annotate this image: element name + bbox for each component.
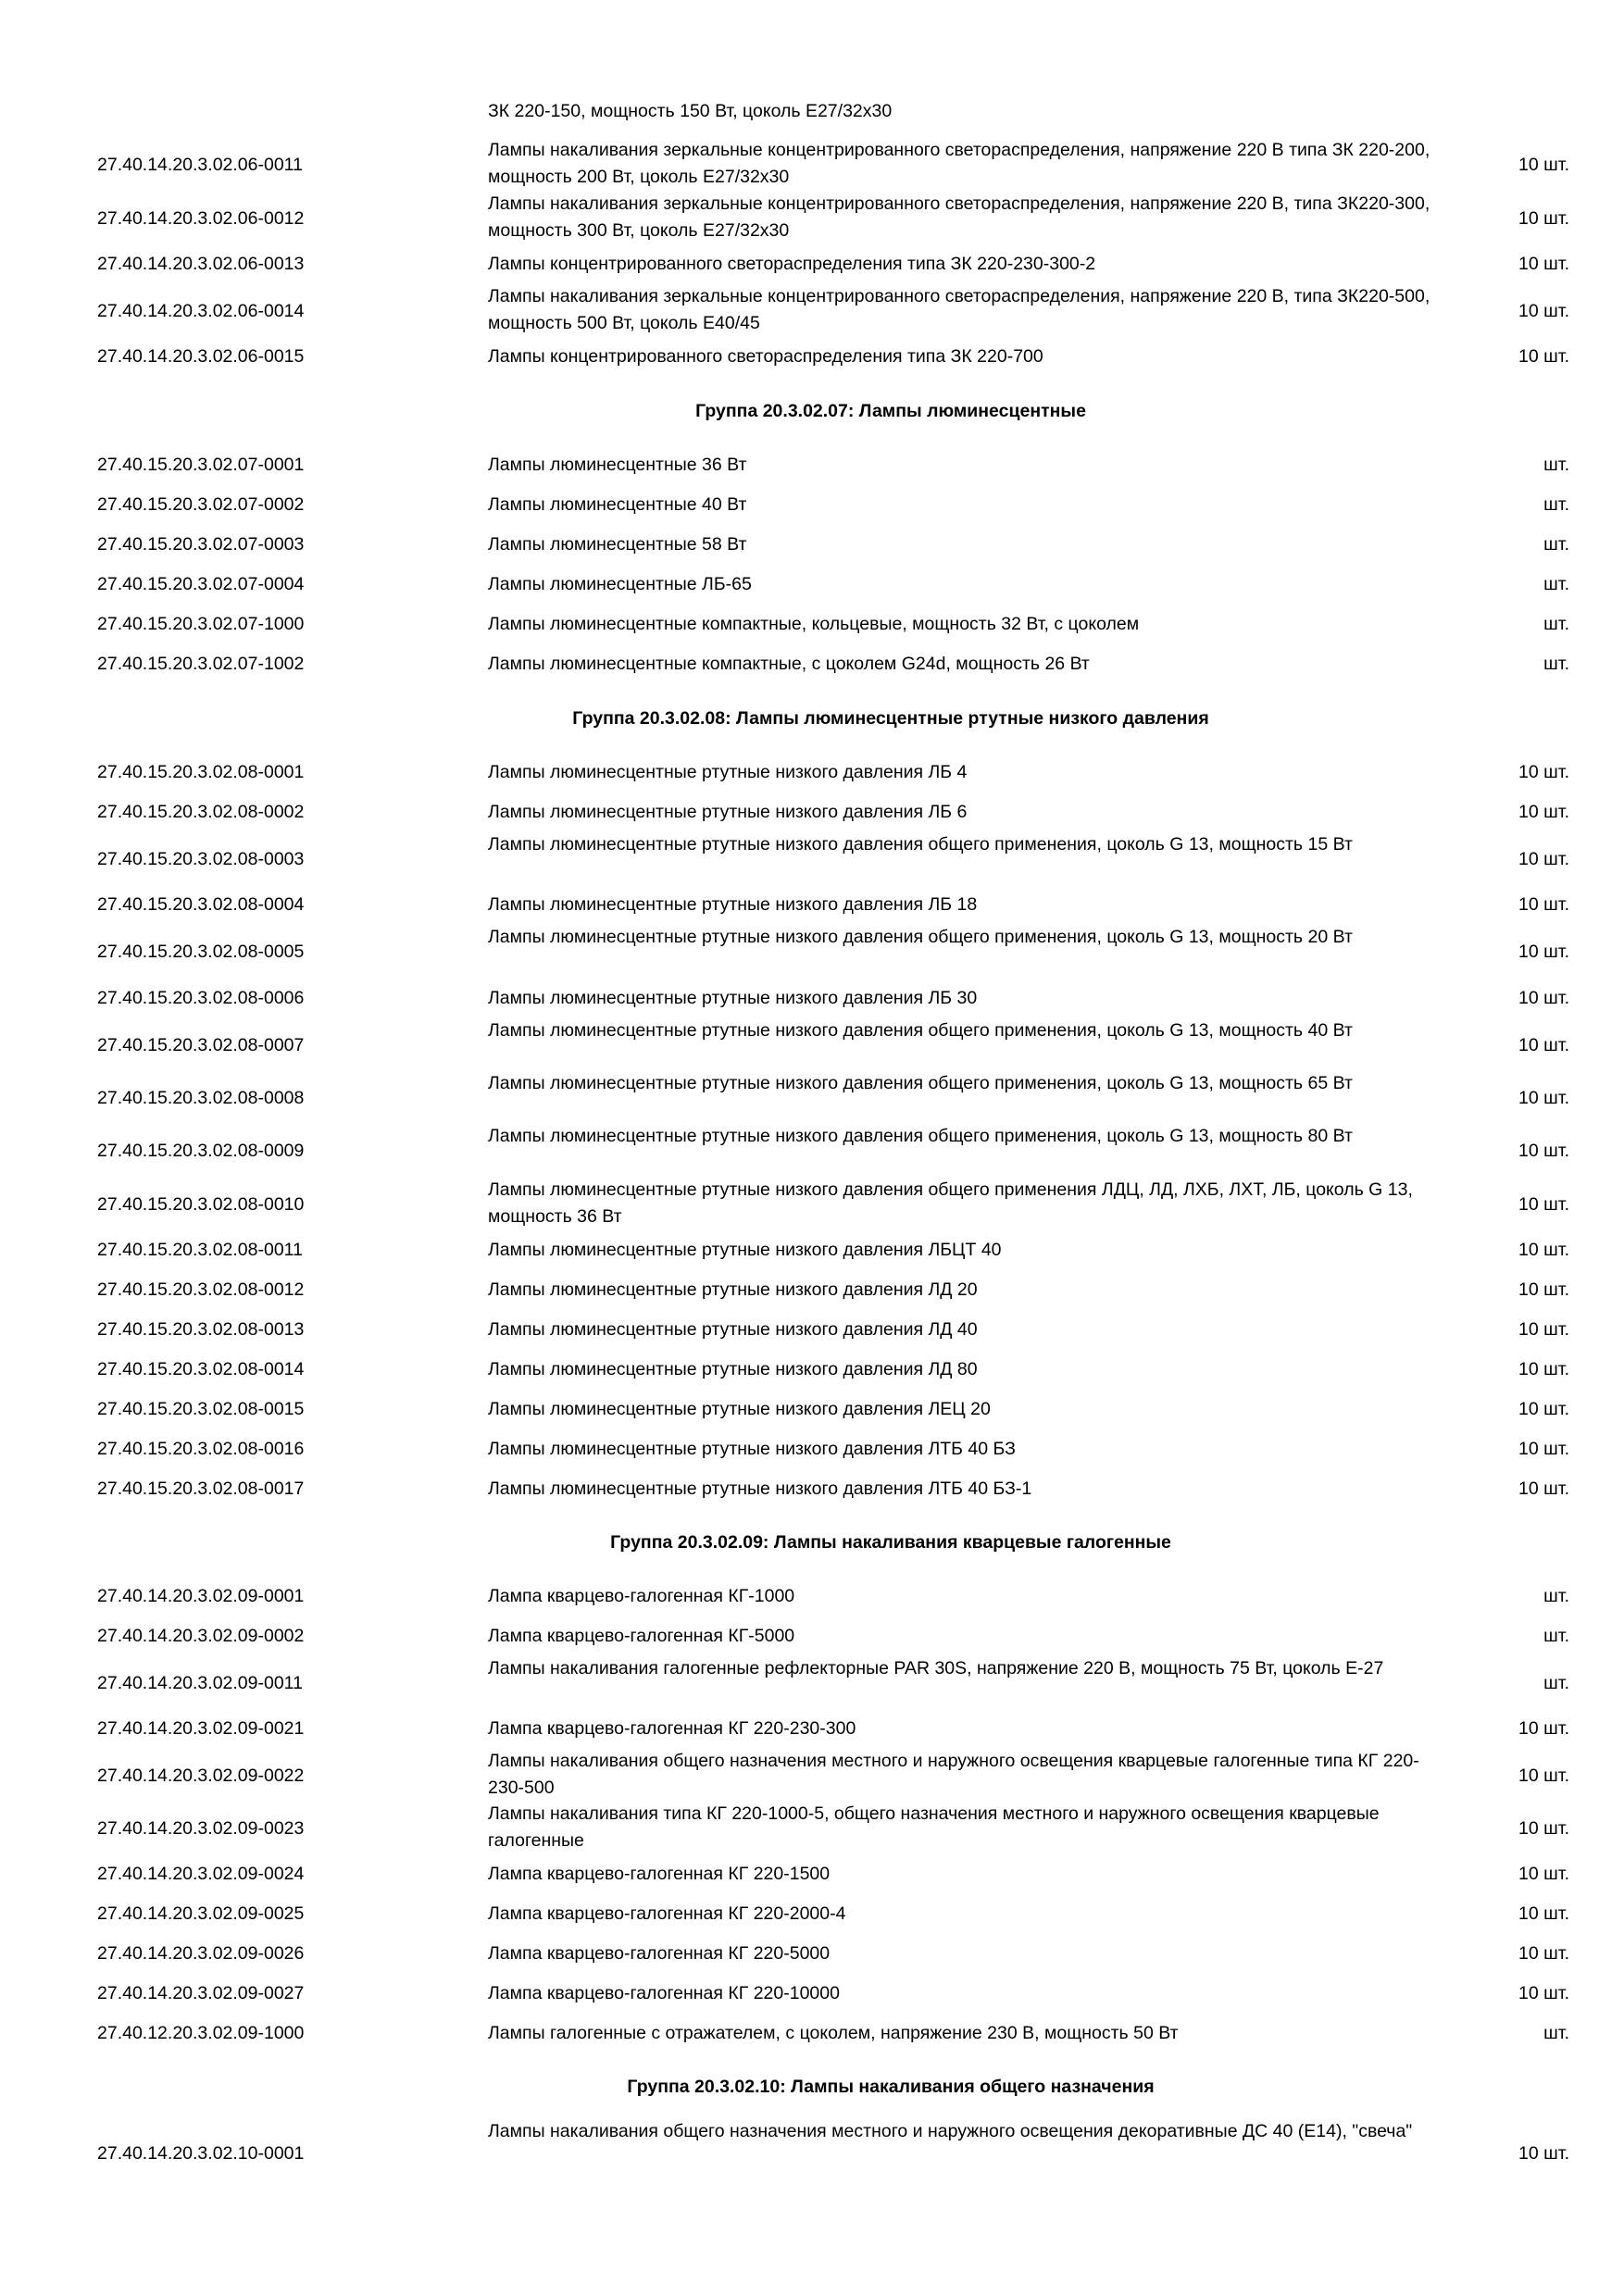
row-unit: 10 шт. <box>1518 1864 1569 1884</box>
row-name: Лампы люминесцентные ртутные низкого давления ЛТБ 40 БЗ-1 <box>488 1479 1032 1499</box>
row-unit: шт. <box>1543 574 1569 594</box>
row-name: Лампа кварцево-галогенная КГ 220-5000 <box>488 1943 831 1964</box>
row-code: 27.40.14.20.3.02.09-0021 <box>97 1718 305 1739</box>
row-name: Лампы люминесцентные ртутные низкого давления общего применения ЛДЦ, ЛД, ЛХБ, ЛХТ, ЛБ, цоколь G 13, мощность 36 Вт <box>488 1179 1413 1227</box>
row-unit: 10 шт. <box>1518 1240 1569 1260</box>
row-unit: 10 шт. <box>1518 155 1569 175</box>
row-code: 27.40.14.20.3.02.09-0025 <box>97 1903 305 1924</box>
row-name: Лампы люминесцентные ртутные низкого давления общего применения, цоколь G 13, мощность 80 Вт <box>488 1126 1353 1146</box>
row-code: 27.40.14.20.3.02.06-0014 <box>97 301 305 321</box>
row-unit: 10 шт. <box>1518 802 1569 822</box>
row-unit: 10 шт. <box>1518 894 1569 915</box>
row-name: Лампа кварцево-галогенная КГ-1000 <box>488 1586 795 1606</box>
row-code: 27.40.14.20.3.02.09-0023 <box>97 1818 305 1839</box>
row-unit: 10 шт. <box>1518 1903 1569 1924</box>
row-name: Лампы люминесцентные ртутные низкого давления общего применения, цоколь G 13, мощность 15 Вт <box>488 834 1353 855</box>
row-name: Лампы накаливания зеркальные концентрированного светораспределения, напряжение 220 В типа ЗК 220-200, мощность 200 Вт, цоколь Е27/32х30 <box>488 140 1430 187</box>
row-code: 27.40.15.20.3.02.08-0010 <box>97 1194 305 1215</box>
row-unit: шт. <box>1543 1586 1569 1606</box>
row-code: 27.40.15.20.3.02.07-1000 <box>97 614 305 634</box>
row-name: Лампы люминесцентные ртутные низкого давления ЛБ 6 <box>488 802 968 822</box>
row-code: 27.40.15.20.3.02.08-0012 <box>97 1279 305 1300</box>
row-code: 27.40.14.20.3.02.09-0024 <box>97 1864 305 1884</box>
row-name: Лампа кварцево-галогенная КГ 220-1500 <box>488 1864 831 1884</box>
row-unit: 10 шт. <box>1518 1818 1569 1839</box>
row-code: 27.40.15.20.3.02.08-0004 <box>97 894 305 915</box>
row-name: Лампы люминесцентные компактные, кольцевые, мощность 32 Вт, с цоколем <box>488 614 1140 634</box>
row-code: 27.40.15.20.3.02.08-0011 <box>97 1240 303 1260</box>
row-name: Лампа кварцево-галогенная КГ 220-2000-4 <box>488 1903 846 1924</box>
row-code: 27.40.14.20.3.02.09-0002 <box>97 1626 305 1646</box>
row-name: Лампа кварцево-галогенная КГ 220-230-300 <box>488 1718 856 1739</box>
row-name: Лампы люминесцентные ртутные низкого давления общего применения, цоколь G 13, мощность 20 Вт <box>488 927 1353 947</box>
row-name: Лампы люминесцентные ртутные низкого давления ЛД 20 <box>488 1279 978 1300</box>
row-code: 27.40.15.20.3.02.08-0001 <box>97 762 305 782</box>
row-code: 27.40.15.20.3.02.07-0002 <box>97 494 305 515</box>
row-code: 27.40.15.20.3.02.08-0009 <box>97 1141 305 1161</box>
row-unit: шт. <box>1543 534 1569 555</box>
row-unit: 10 шт. <box>1518 254 1569 274</box>
row-unit: 10 шт. <box>1518 1718 1569 1739</box>
row-code: 27.40.14.20.3.02.10-0001 <box>97 2143 305 2164</box>
row-name: Лампы люминесцентные ртутные низкого давления ЛБ 4 <box>488 762 968 782</box>
row-name: Лампы люминесцентные ртутные низкого давления ЛБЦТ 40 <box>488 1240 1002 1260</box>
row-name: Лампы люминесцентные ртутные низкого давления ЛТБ 40 БЗ <box>488 1439 1016 1459</box>
row-name: Лампы концентрированного светораспределения типа ЗК 220-230-300-2 <box>488 254 1096 274</box>
row-unit: 10 шт. <box>1518 1983 1569 2003</box>
row-name: Лампы люминесцентные 40 Вт <box>488 494 747 515</box>
row-unit: шт. <box>1543 614 1569 634</box>
row-unit: 10 шт. <box>1518 762 1569 782</box>
row-unit: шт. <box>1543 1626 1569 1646</box>
row-unit: 10 шт. <box>1518 849 1569 869</box>
row-code: 27.40.14.20.3.02.09-0026 <box>97 1943 305 1964</box>
row-code: 27.40.14.20.3.02.06-0015 <box>97 346 305 367</box>
row-unit: 10 шт. <box>1518 942 1569 962</box>
row-code: 27.40.15.20.3.02.08-0007 <box>97 1035 305 1055</box>
row-name: Лампы люминесцентные 36 Вт <box>488 455 747 475</box>
row-code: 27.40.15.20.3.02.08-0017 <box>97 1479 305 1499</box>
row-name: Лампы люминесцентные ртутные низкого давления ЛБ 18 <box>488 894 978 915</box>
row-name: Лампы концентрированного светораспределения типа ЗК 220-700 <box>488 346 1043 367</box>
row-unit: шт. <box>1543 455 1569 475</box>
row-unit: 10 шт. <box>1518 301 1569 321</box>
row-code: 27.40.14.20.3.02.09-0027 <box>97 1983 305 2003</box>
row-name: Лампа кварцево-галогенная КГ-5000 <box>488 1626 795 1646</box>
continued-text: ЗК 220-150, мощность 150 Вт, цоколь Е27/32х30 <box>488 101 893 121</box>
row-code: 27.40.15.20.3.02.08-0002 <box>97 802 305 822</box>
row-unit: 10 шт. <box>1518 1439 1569 1459</box>
row-code: 27.40.15.20.3.02.07-0004 <box>97 574 305 594</box>
row-name: Лампа кварцево-галогенная КГ 220-10000 <box>488 1983 840 2003</box>
group-title: Группа 20.3.02.08: Лампы люминесцентные ртутные низкого давления <box>572 708 1209 729</box>
row-code: 27.40.15.20.3.02.08-0015 <box>97 1399 305 1419</box>
group-title: Группа 20.3.02.09: Лампы накаливания кварцевые галогенные <box>610 1532 1171 1553</box>
row-unit: 10 шт. <box>1518 346 1569 367</box>
row-name: Лампы накаливания галогенные рефлекторные PAR 30S, напряжение 220 В, мощность 75 Вт, цоколь Е-27 <box>488 1658 1384 1678</box>
row-code: 27.40.12.20.3.02.09-1000 <box>97 2023 305 2043</box>
row-name: Лампы люминесцентные ртутные низкого давления ЛД 80 <box>488 1359 978 1379</box>
row-unit: 10 шт. <box>1518 1359 1569 1379</box>
row-unit: 10 шт. <box>1518 1319 1569 1340</box>
row-code: 27.40.14.20.3.02.06-0012 <box>97 208 305 229</box>
row-name: Лампы накаливания зеркальные концентрированного светораспределения, напряжение 220 В, типа ЗК220-300, мощность 300 Вт, цоколь Е27/32х30 <box>488 193 1430 241</box>
row-code: 27.40.15.20.3.02.07-1002 <box>97 654 305 674</box>
row-code: 27.40.15.20.3.02.08-0013 <box>97 1319 305 1340</box>
row-name: Лампы люминесцентные 58 Вт <box>488 534 747 555</box>
continued-row <box>0 98 1624 126</box>
row-code: 27.40.14.20.3.02.09-0011 <box>97 1673 303 1693</box>
row-unit: 10 шт. <box>1518 1035 1569 1055</box>
group-title: Группа 20.3.02.07: Лампы люминесцентные <box>695 401 1086 421</box>
row-unit: 10 шт. <box>1518 988 1569 1008</box>
row-unit: 10 шт. <box>1518 1194 1569 1215</box>
row-name: Лампы люминесцентные ртутные низкого давления общего применения, цоколь G 13, мощность 65 Вт <box>488 1073 1353 1093</box>
row-name: Лампы люминесцентные ртутные низкого давления ЛЕЦ 20 <box>488 1399 991 1419</box>
row-name: Лампы накаливания зеркальные концентрированного светораспределения, напряжение 220 В, типа ЗК220-500, мощность 500 Вт, цоколь Е40/45 <box>488 286 1430 333</box>
row-unit: шт. <box>1543 494 1569 515</box>
row-code: 27.40.15.20.3.02.08-0014 <box>97 1359 305 1379</box>
row-unit: 10 шт. <box>1518 208 1569 229</box>
row-name: Лампы люминесцентные ЛБ-65 <box>488 574 752 594</box>
row-unit: 10 шт. <box>1518 1943 1569 1964</box>
row-name: Лампы люминесцентные ртутные низкого давления ЛД 40 <box>488 1319 978 1340</box>
row-code: 27.40.14.20.3.02.09-0001 <box>97 1586 305 1606</box>
row-unit: шт. <box>1543 654 1569 674</box>
row-unit: 10 шт. <box>1518 1141 1569 1161</box>
row-code: 27.40.15.20.3.02.08-0008 <box>97 1088 305 1108</box>
row-code: 27.40.14.20.3.02.09-0022 <box>97 1766 305 1786</box>
row-unit: 10 шт. <box>1518 2143 1569 2164</box>
row-code: 27.40.15.20.3.02.07-0003 <box>97 534 305 555</box>
row-code: 27.40.14.20.3.02.06-0013 <box>97 254 305 274</box>
row-name: Лампы накаливания типа КГ 220-1000-5, общего назначения местного и наружного освещения кварцевые галогенные <box>488 1803 1380 1851</box>
row-unit: 10 шт. <box>1518 1279 1569 1300</box>
row-code: 27.40.15.20.3.02.07-0001 <box>97 455 305 475</box>
row-name: Лампы накаливания общего назначения местного и наружного освещения декоративные ДС 40 (Е14), "свеча" <box>488 2121 1413 2141</box>
row-name: Лампы накаливания общего назначения местного и наружного освещения кварцевые галогенные типа КГ 220-230-500 <box>488 1751 1419 1798</box>
row-unit: 10 шт. <box>1518 1766 1569 1786</box>
row-unit: 10 шт. <box>1518 1088 1569 1108</box>
row-name: Лампы люминесцентные компактные, с цоколем G24d, мощность 26 Вт <box>488 654 1090 674</box>
row-code: 27.40.15.20.3.02.08-0005 <box>97 942 305 962</box>
row-code: 27.40.15.20.3.02.08-0003 <box>97 849 305 869</box>
row-unit: шт. <box>1543 1673 1569 1693</box>
row-unit: шт. <box>1543 2023 1569 2043</box>
row-name: Лампы люминесцентные ртутные низкого давления общего применения, цоколь G 13, мощность 40 Вт <box>488 1020 1353 1041</box>
row-name: Лампы люминесцентные ртутные низкого давления ЛБ 30 <box>488 988 978 1008</box>
row-code: 27.40.14.20.3.02.06-0011 <box>97 155 303 175</box>
row-unit: 10 шт. <box>1518 1399 1569 1419</box>
row-name: Лампы галогенные с отражателем, с цоколем, напряжение 230 В, мощность 50 Вт <box>488 2023 1179 2043</box>
row-code: 27.40.15.20.3.02.08-0006 <box>97 988 305 1008</box>
group-title: Группа 20.3.02.10: Лампы накаливания общего назначения <box>627 2077 1155 2097</box>
row-code: 27.40.15.20.3.02.08-0016 <box>97 1439 305 1459</box>
row-unit: 10 шт. <box>1518 1479 1569 1499</box>
